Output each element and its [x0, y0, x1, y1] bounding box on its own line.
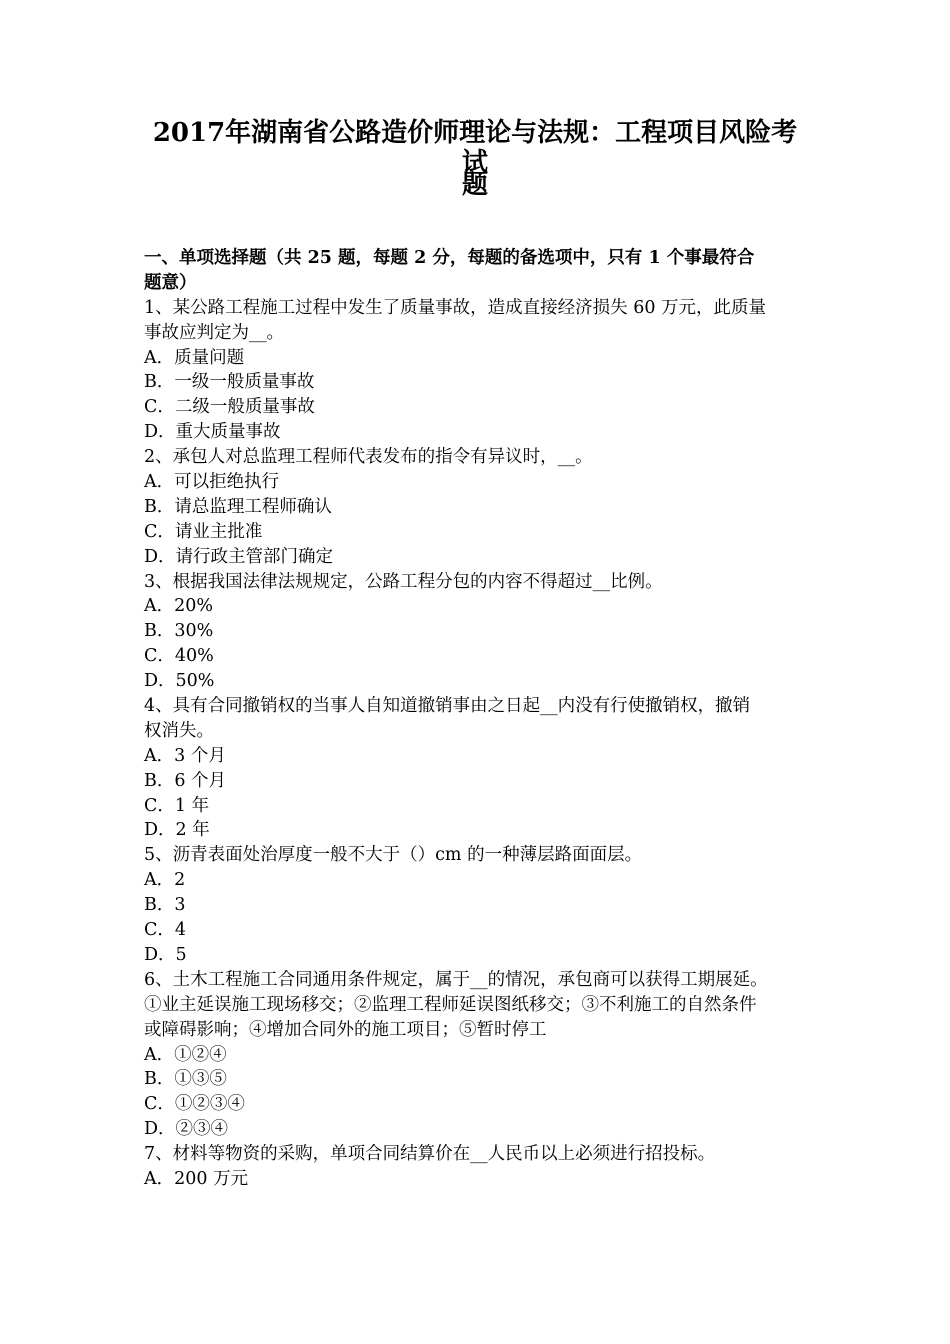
question-7-stem-line-1: 7、材料等物资的采购，单项合同结算价在__人民币以上必须进行招投标。: [144, 1144, 716, 1165]
question-2-option-a: A．可以拒绝执行: [144, 472, 280, 493]
question-6-stem-line-2: ①业主延误施工现场移交；②监理工程师延误图纸移交；③不利施工的自然条件: [144, 994, 757, 1015]
question-2-option-b: B．请总监理工程师确认: [144, 496, 332, 517]
question-6-option-d: D．②③④: [144, 1119, 229, 1140]
question-1-option-a: A．质量问题: [144, 347, 245, 368]
question-4-stem-line-1: 4、具有合同撤销权的当事人自知道撤销事由之日起__内没有行使撤销权，撤销: [144, 696, 751, 717]
question-6-option-b: B．①③⑤: [144, 1069, 227, 1090]
question-2-option-c: C．请业主批准: [144, 521, 263, 542]
question-4-option-c: C．1 年: [144, 795, 210, 816]
question-6-stem-line-3: 或障碍影响；④增加合同外的施工项目；⑤暂时停工: [144, 1019, 547, 1040]
document-title-line-2: 题: [461, 170, 488, 200]
question-2-stem-line-1: 2、承包人对总监理工程师代表发布的指令有异议时，__。: [144, 447, 593, 468]
question-5-option-a: A．2: [144, 870, 186, 891]
question-5-option-c: C．4: [144, 920, 187, 941]
question-5-option-b: B．3: [144, 895, 186, 916]
question-1-option-c: C．二级一般质量事故: [144, 397, 315, 418]
question-4-option-a: A．3 个月: [144, 745, 226, 766]
question-5-stem-line-1: 5、沥青表面处治厚度一般不大于（）cm 的一种薄层路面面层。: [144, 845, 643, 866]
question-5-option-d: D．5: [144, 944, 187, 965]
question-3-option-d: D．50%: [144, 671, 215, 692]
question-2-option-d: D．请行政主管部门确定: [144, 546, 334, 567]
question-4-option-b: B．6 个月: [144, 770, 227, 791]
question-3-option-b: B．30%: [144, 621, 214, 642]
section-heading-line-1: [144, 246, 814, 271]
question-1-option-d: D．重大质量事故: [144, 422, 281, 443]
question-1-option-b: B．一级一般质量事故: [144, 372, 315, 393]
question-6-option-c: C．①②③④: [144, 1094, 245, 1115]
question-6-stem-line-1: 6、土木工程施工合同通用条件规定，属于__的情况，承包商可以获得工期展延。: [144, 969, 768, 990]
document-title-line-1: 2017年湖南省公路造价师理论与法规：工程项目风险考试: [152, 118, 798, 178]
question-6-option-a: A．①②④: [144, 1044, 227, 1065]
question-4-option-d: D．2 年: [144, 820, 210, 841]
question-1-stem-line-1: 1、某公路工程施工过程中发生了质量事故，造成直接经济损失 60 万元，此质量: [144, 297, 767, 318]
section-heading-text: 一、单项选择题（共 25 题，每题 2 分，每题的备选项中，只有 1 个事最符合: [144, 248, 755, 268]
question-3-option-c: C．40%: [144, 646, 214, 667]
question-3-option-a: A．20%: [144, 596, 214, 617]
document-body: [144, 246, 814, 1192]
question-3-stem-line-1: 3、根据我国法律法规规定，公路工程分包的内容不得超过__比例。: [144, 571, 663, 592]
question-4-stem-line-2: 权消失。: [144, 720, 214, 741]
question-7-option-a: A．200 万元: [144, 1168, 249, 1189]
question-1-stem-line-2: 事故应判定为__。: [144, 322, 284, 343]
section-heading-line-2: 题意）: [144, 272, 197, 293]
